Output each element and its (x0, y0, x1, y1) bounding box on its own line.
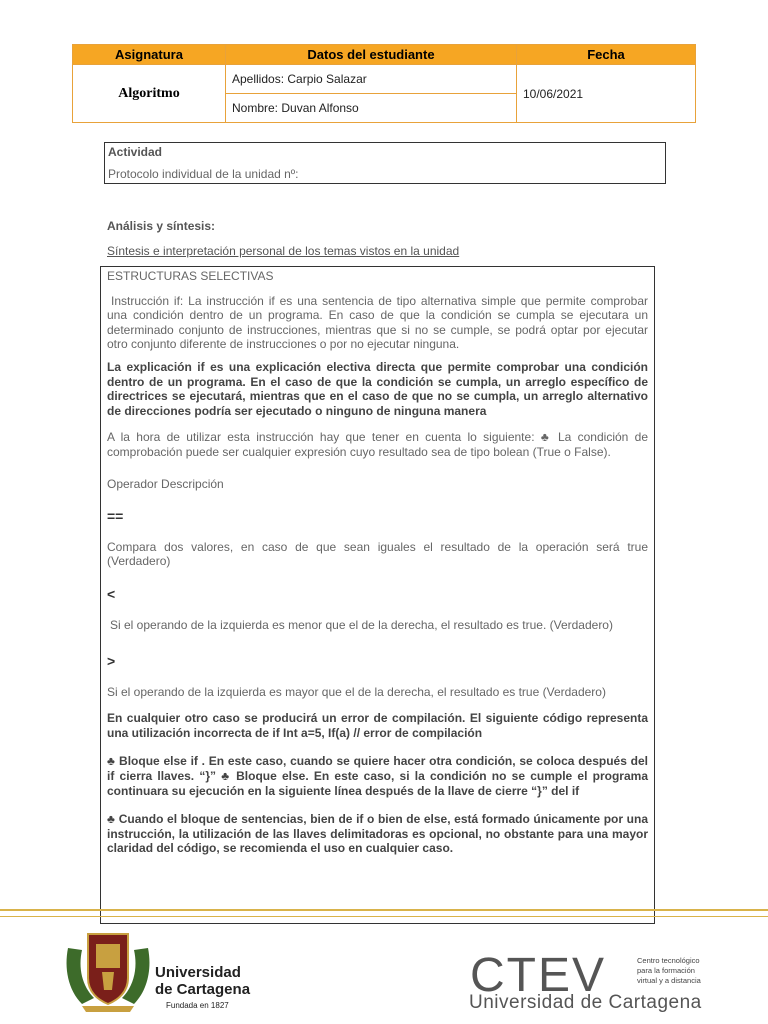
paragraph-considerations: A la hora de utilizar esta instrucción hay que tener en cuenta lo siguiente: ♣ La condición de comprobación puede ser cualquier expresión cuyo resultado sea de tipo bolean (True o False). (107, 430, 648, 459)
content-box (100, 266, 655, 924)
analysis-subtitle: Síntesis e interpretación personal de los temas vistos en la unidad (107, 244, 460, 258)
university-crest-icon (62, 928, 154, 1012)
operator-equal: == (107, 508, 124, 525)
student-surname: Apellidos: Carpio Salazar (226, 65, 517, 94)
paragraph-compile-error: En cualquier otro caso se producirá un error de compilación. El siguiente código representa una utilización incorrecta de if Int a=5, If(a) // error de compilación (107, 711, 648, 740)
operator-equal-desc: Compara dos valores, en caso de que sean iguales el resultado de la operación será true (Verdadero) (107, 539, 648, 569)
date-value: 10/06/2021 (517, 65, 696, 123)
subject-value: Algoritmo (73, 65, 226, 123)
col-subject-header: Asignatura (73, 45, 226, 65)
col-student-header: Datos del estudiante (226, 45, 517, 65)
university-founded: Fundada en 1827 (166, 1001, 229, 1010)
paragraph-if-instruction: Instrucción if: La instrucción if es una sentencia de tipo alternativa simple que permite comprobar una condición dentro de un programa. En caso de que la condición se cumpla se ejecutara un determinado conjunto de instrucciones, mientras que si no se cumple, se podrá optar por ejecutar otro conjunto diferente de instrucciones o por no ejecutar ninguna. (107, 293, 648, 352)
analysis-title: Análisis y síntesis: (107, 219, 216, 233)
paragraph-braces: ♣ Cuando el bloque de sentencias, bien de if o bien de else, está formado únicamente por una instrucción, la utilización de las llaves delimitadoras es opcional, no obstante para una mayor claridad del código, se recomienda el uso en cualquier caso. (107, 812, 648, 856)
ctev-university: Universidad de Cartagena (469, 992, 702, 1013)
col-date-header: Fecha (517, 45, 696, 65)
paragraph-if-explanation: La explicación if es una explicación electiva directa que permite comprobar una condición dentro de un programa. En el caso de que la condición se cumpla, un arreglo específico de directrices se ejecutará, mientras que en el caso de que no se cumpla, un arreglo alternativo de direcciones podría ser ejecutado o ninguno de ninguna manera (107, 359, 648, 418)
paragraph-else-if: ♣ Bloque else if . En este caso, cuando se quiere hacer otra condición, se coloca después del if cierra llaves. “}” ♣ Bloque else. En este caso, si la condición no se cumple el programa continuara su ejecución en la siguiente línea después de la llave de cierre “}” del if (107, 754, 648, 798)
operator-greater: > (107, 653, 116, 670)
footer-divider (0, 909, 768, 911)
paragraph-operator-header: Operador Descripción (107, 476, 224, 491)
student-name: Nombre: Duvan Alfonso (226, 94, 517, 123)
content-heading: ESTRUCTURAS SELECTIVAS (107, 269, 274, 283)
operator-less: < (107, 585, 116, 602)
footer-divider-thin (0, 916, 768, 917)
ctev-description: Centro tecnológico para la formación virtual y a distancia (637, 956, 701, 985)
ctev-logo: CTEV (470, 949, 607, 1002)
operator-less-desc: Si el operando de la izquierda es menor que el de la derecha, el resultado es true. (Verdadero) (110, 617, 613, 632)
university-name: Universidad de Cartagena (155, 964, 251, 998)
operator-greater-desc: Si el operando de la izquierda es mayor que el de la derecha, el resultado es true (Verdadero) (107, 684, 606, 699)
activity-box (104, 142, 666, 184)
header-table (72, 44, 696, 123)
activity-title: Actividad (108, 145, 163, 159)
activity-text: Protocolo individual de la unidad nº: (108, 167, 299, 181)
